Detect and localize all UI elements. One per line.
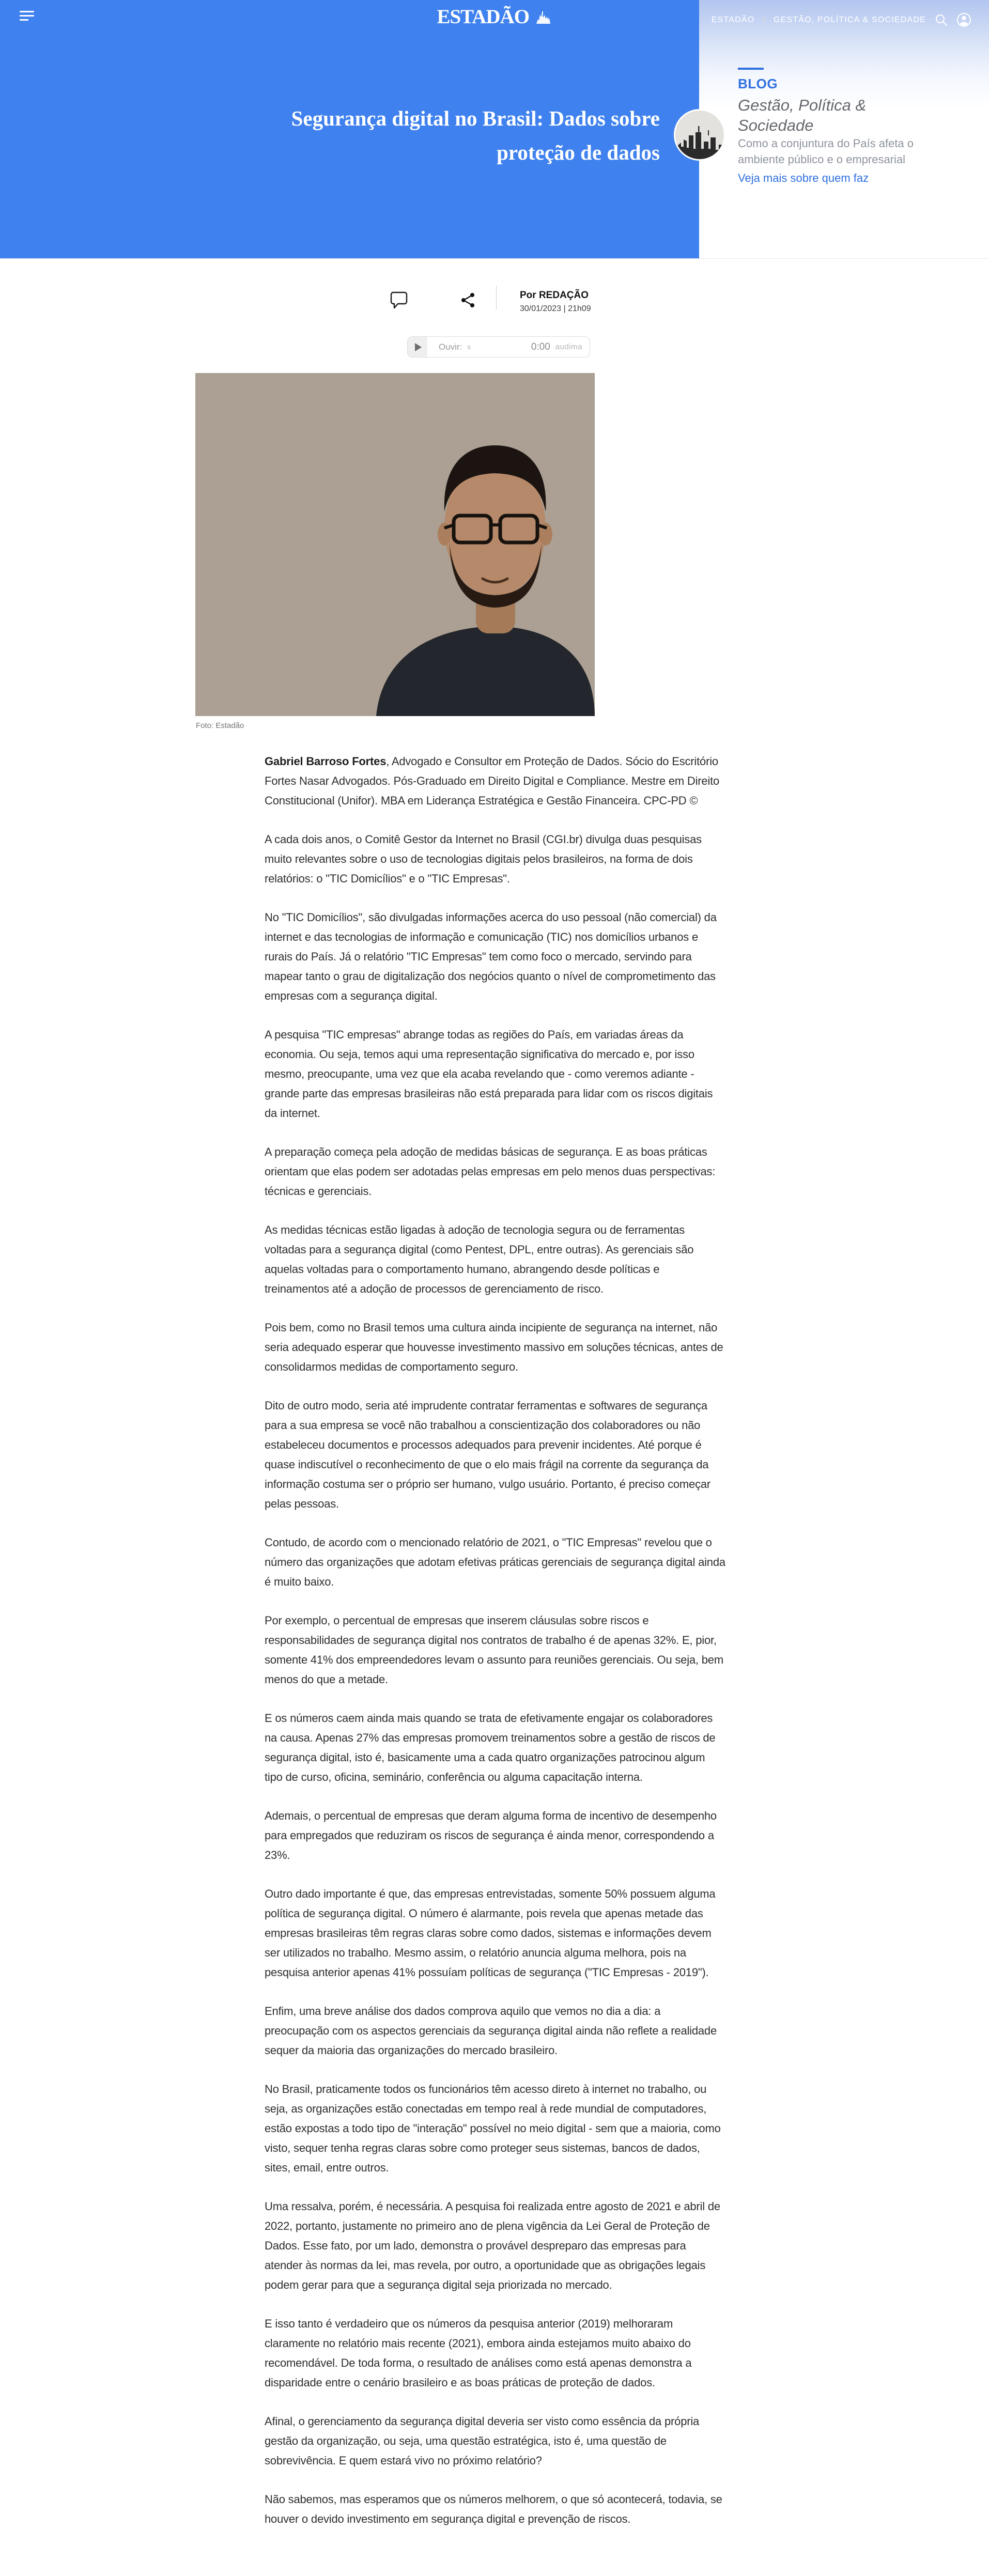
play-button[interactable] [408, 337, 427, 357]
article-title [205, 101, 660, 169]
article-paragraph: Dito de outro modo, seria até imprudente contratar ferramentas e softwares de segurança para a sua empresa se você não trabalhou a conscientização dos colaboradores ou não estabeleceu documentos e processos adequados para prevenir incidentes. Até porque é quase indiscutível o reconhecimento de que o elo mais frágil na corrente da segurança da informação costuma ser o próprio ser humano, vulgo usuário. Portanto, é preciso começar pelas pessoas. [265, 1399, 711, 1510]
breadcrumb-separator: / [763, 15, 765, 24]
article-body [265, 752, 725, 2548]
blog-accent-bar [738, 68, 764, 70]
blog-kicker: BLOG [738, 76, 778, 91]
blog-title: Gestão, Política & Sociedade [738, 96, 867, 134]
article-paragraph: As medidas técnicas estão ligadas à adoção de tecnologia segura ou de ferramentas voltadas para a segurança digital (como Pentest, DPL, entre outras). As gerenciais são aquelas voltadas para o comportamento humano, abrangendo desde políticas e treinamentos até a adoção de processos de gerenciamento de risco. [265, 1223, 694, 1295]
article-paragraph: Uma ressalva, porém, é necessária. A pesquisa foi realizada entre agosto de 2021 e abril de 2022, portanto, justamente no primeiro ano de plena vigência da Lei Geral de Proteção de Dados. Esse fato, por um lado, demonstra o provável despreparo das empresas para atender às normas da lei, mas revela, por outro, a oportunidade que as obrigações legais podem gerar para que a segurança digital seja priorizada no mercado. [265, 2200, 720, 2291]
article-paragraph: Outro dado importante é que, das empresas entrevistadas, somente 50% possuem alguma política de segurança digital. O número é alarmante, pois revela que apenas metade das empresas brasileiras têm regras claras sobre como dados, sistemas e informações devem ser utilizados no trabalho. Mesmo assim, o relatório anuncia alguma melhora, pois na pesquisa anterior apenas 41% possuíam políticas de segurança ("TIC Empresas - 2019"). [265, 1887, 716, 1979]
article-paragraph: A cada dois anos, o Comitê Gestor da Internet no Brasil (CGI.br) divulga duas pesquisas muito relevantes sobre o uso de tecnologias digitais pelos brasileiros, na forma de dois relatórios: o "TIC Domicílios" e o "TIC Empresas". [265, 833, 702, 885]
blog-more-link[interactable]: Veja mais sobre quem faz [738, 172, 869, 184]
byline [520, 290, 591, 314]
article-paragraph: No "TIC Domicílios", são divulgadas informações acerca do uso pessoal (não comercial) da internet e das tecnologias de informação e comunicação (TIC) nos domicílios urbanos e rurais do País. Já o relatório "TIC Empresas" tem como foco o mercado, servindo para mapear tanto o grau de digitalização dos negócios quanto o nível de comprometimento das empresas com a segurança digital. [265, 911, 717, 1002]
article-title-line2: proteção de dados [497, 141, 660, 164]
logo-emblem-icon [535, 8, 552, 26]
comments-button[interactable] [389, 291, 409, 311]
play-icon [415, 343, 422, 351]
blog-avatar[interactable] [674, 109, 725, 161]
breadcrumb-section-link[interactable]: GESTÃO, POLÍTICA & SOCIEDADE [774, 15, 926, 24]
audima-brand-label: audima [555, 343, 582, 351]
byline-author: Por REDAÇÃO [520, 290, 589, 301]
article-photo [195, 373, 595, 716]
hero-bottom-divider [0, 258, 989, 259]
author-name: Gabriel Barroso Fortes [265, 755, 387, 768]
article-title-line1: Segurança digital no Brasil: Dados sobre [291, 106, 660, 130]
byline-datetime: 30/01/2023 | 21h09 [520, 304, 591, 313]
top-breadcrumb-nav [712, 12, 971, 27]
player-marquee-text: s [467, 343, 471, 351]
meta-divider [496, 286, 497, 309]
breadcrumb-estadao-link[interactable]: ESTADÃO [711, 15, 755, 24]
article-paragraph: Não sabemos, mas esperamos que os números melhorem, o que só acontecerá, todavia, se houver o devido investimento em segurança digital e prevenção de riscos. [265, 2493, 722, 2525]
city-skyline-image [675, 111, 724, 159]
estadao-logo-text: ESTADÃO [437, 6, 530, 28]
search-icon[interactable] [934, 13, 948, 27]
article-paragraph: Afinal, o gerenciamento da segurança digital deveria ser visto como essência da própria gestão da organização, ou seja, uma questão estratégica, isto é, uma questão de sobrevivência. E quem estará vivo no próximo relatório? [265, 2415, 700, 2467]
article-paragraph: E isso tanto é verdadeiro que os números da pesquisa anterior (2019) melhoraram claramente no relatório mais recente (2021), embora ainda estejamos muito abaixo do recomendável. De toda forma, o resultado de análises como está apenas demonstra a disparidade entre o cenário brasileiro e as boas práticas de proteção de dados. [265, 2317, 692, 2389]
article-paragraph: A preparação começa pela adoção de medidas básicas de segurança. E as boas práticas orientam que elas podem ser adotadas pelas empresas em pelo menos duas perspectivas: técnicas e gerenciais. [265, 1145, 716, 1198]
article-paragraph: A pesquisa "TIC empresas" abrange todas as regiões do País, em variadas áreas da economia. Ou seja, temos aqui uma representação significativa do mercado e, por isso mesmo, preocupante, uma vez que ela acaba revelando que - como veremos adiante - grande parte das empresas brasileiras não está preparada para lidar com os riscos digitais da internet. [265, 1028, 713, 1120]
player-action-label: Ouvir: [439, 342, 462, 352]
article-paragraph: E os números caem ainda mais quando se trata de efetivamente engajar os colaboradores na causa. Apenas 27% das empresas promovem treinamentos sobre a gestão de riscos de segurança digital, isto é, basicamente uma a cada quatro organizações patrocinou algum tipo de curso, oficina, seminário, conferência ou alguma capacitação interna. [265, 1712, 716, 1783]
article-paragraph: Pois bem, como no Brasil temos uma cultura ainda incipiente de segurança na internet, não seria adequado esperar que houvesse investimento massivo em soluções técnicas, antes de consolidarmos medidas de comportamento seguro. [265, 1321, 723, 1373]
article-paragraph: Por exemplo, o percentual de empresas que inserem cláusulas sobre riscos e responsabilidades de segurança digital nos contratos de trabalho é de apenas 32%. E, pior, somente 41% dos empreendedores levam o assunto para reuniões gerenciais. Ou seja, bem menos do que a metade. [265, 1614, 723, 1686]
player-time: 0:00 [531, 341, 550, 352]
article-paragraph: Ademais, o percentual de empresas que deram alguma forma de incentivo de desempenho para empregados que reduziram os riscos de segurança é ainda menor, correspondendo a 23%. [265, 1809, 717, 1861]
audio-player [407, 336, 590, 358]
share-icon [459, 292, 477, 308]
photo-credit: Foto: Estadão [196, 721, 244, 730]
article-paragraph: No Brasil, praticamente todos os funcionários têm acesso direto à internet no trabalho, ou seja, as organizações estão conectadas em tempo real à rede mundial de computadores, estão expostas a todo tipo de "interação" possível no meio digital - sem que a maioria, como visto, sequer tenha regras claras sobre como proteger seus sistemas, bancos de dados, sites, email, entre outros. [265, 2083, 721, 2174]
comment-bubble-icon [389, 291, 409, 309]
account-icon[interactable] [956, 12, 971, 27]
article-paragraph: Gabriel Barroso Fortes, Advogado e Consultor em Proteção de Dados. Sócio do Escritório Fortes Nasar Advogados. Pós-Graduado em Direito Digital e Compliance. Mestre em Direito Constitucional (Unifor). MBA em Liderança Estratégica e Gestão Financeira. CPC-PD © [265, 755, 720, 807]
article-paragraph: Contudo, de acordo com o mencionado relatório de 2021, o "TIC Empresas" revelou que o número das organizações que adotam efetivas práticas gerenciais de segurança digital ainda é muito baixo. [265, 1536, 725, 1588]
portrait-image [195, 373, 595, 716]
article-paragraph: Enfim, uma breve análise dos dados comprova aquilo que vemos no dia a dia: a preocupação com os aspectos gerenciais da segurança digital ainda não reflete a realidade sequer da maioria das organizações do mercado brasileiro. [265, 2005, 717, 2057]
blog-description: Como a conjuntura do País afeta o ambiente público e o empresarial [738, 137, 914, 166]
share-button[interactable] [459, 292, 477, 310]
